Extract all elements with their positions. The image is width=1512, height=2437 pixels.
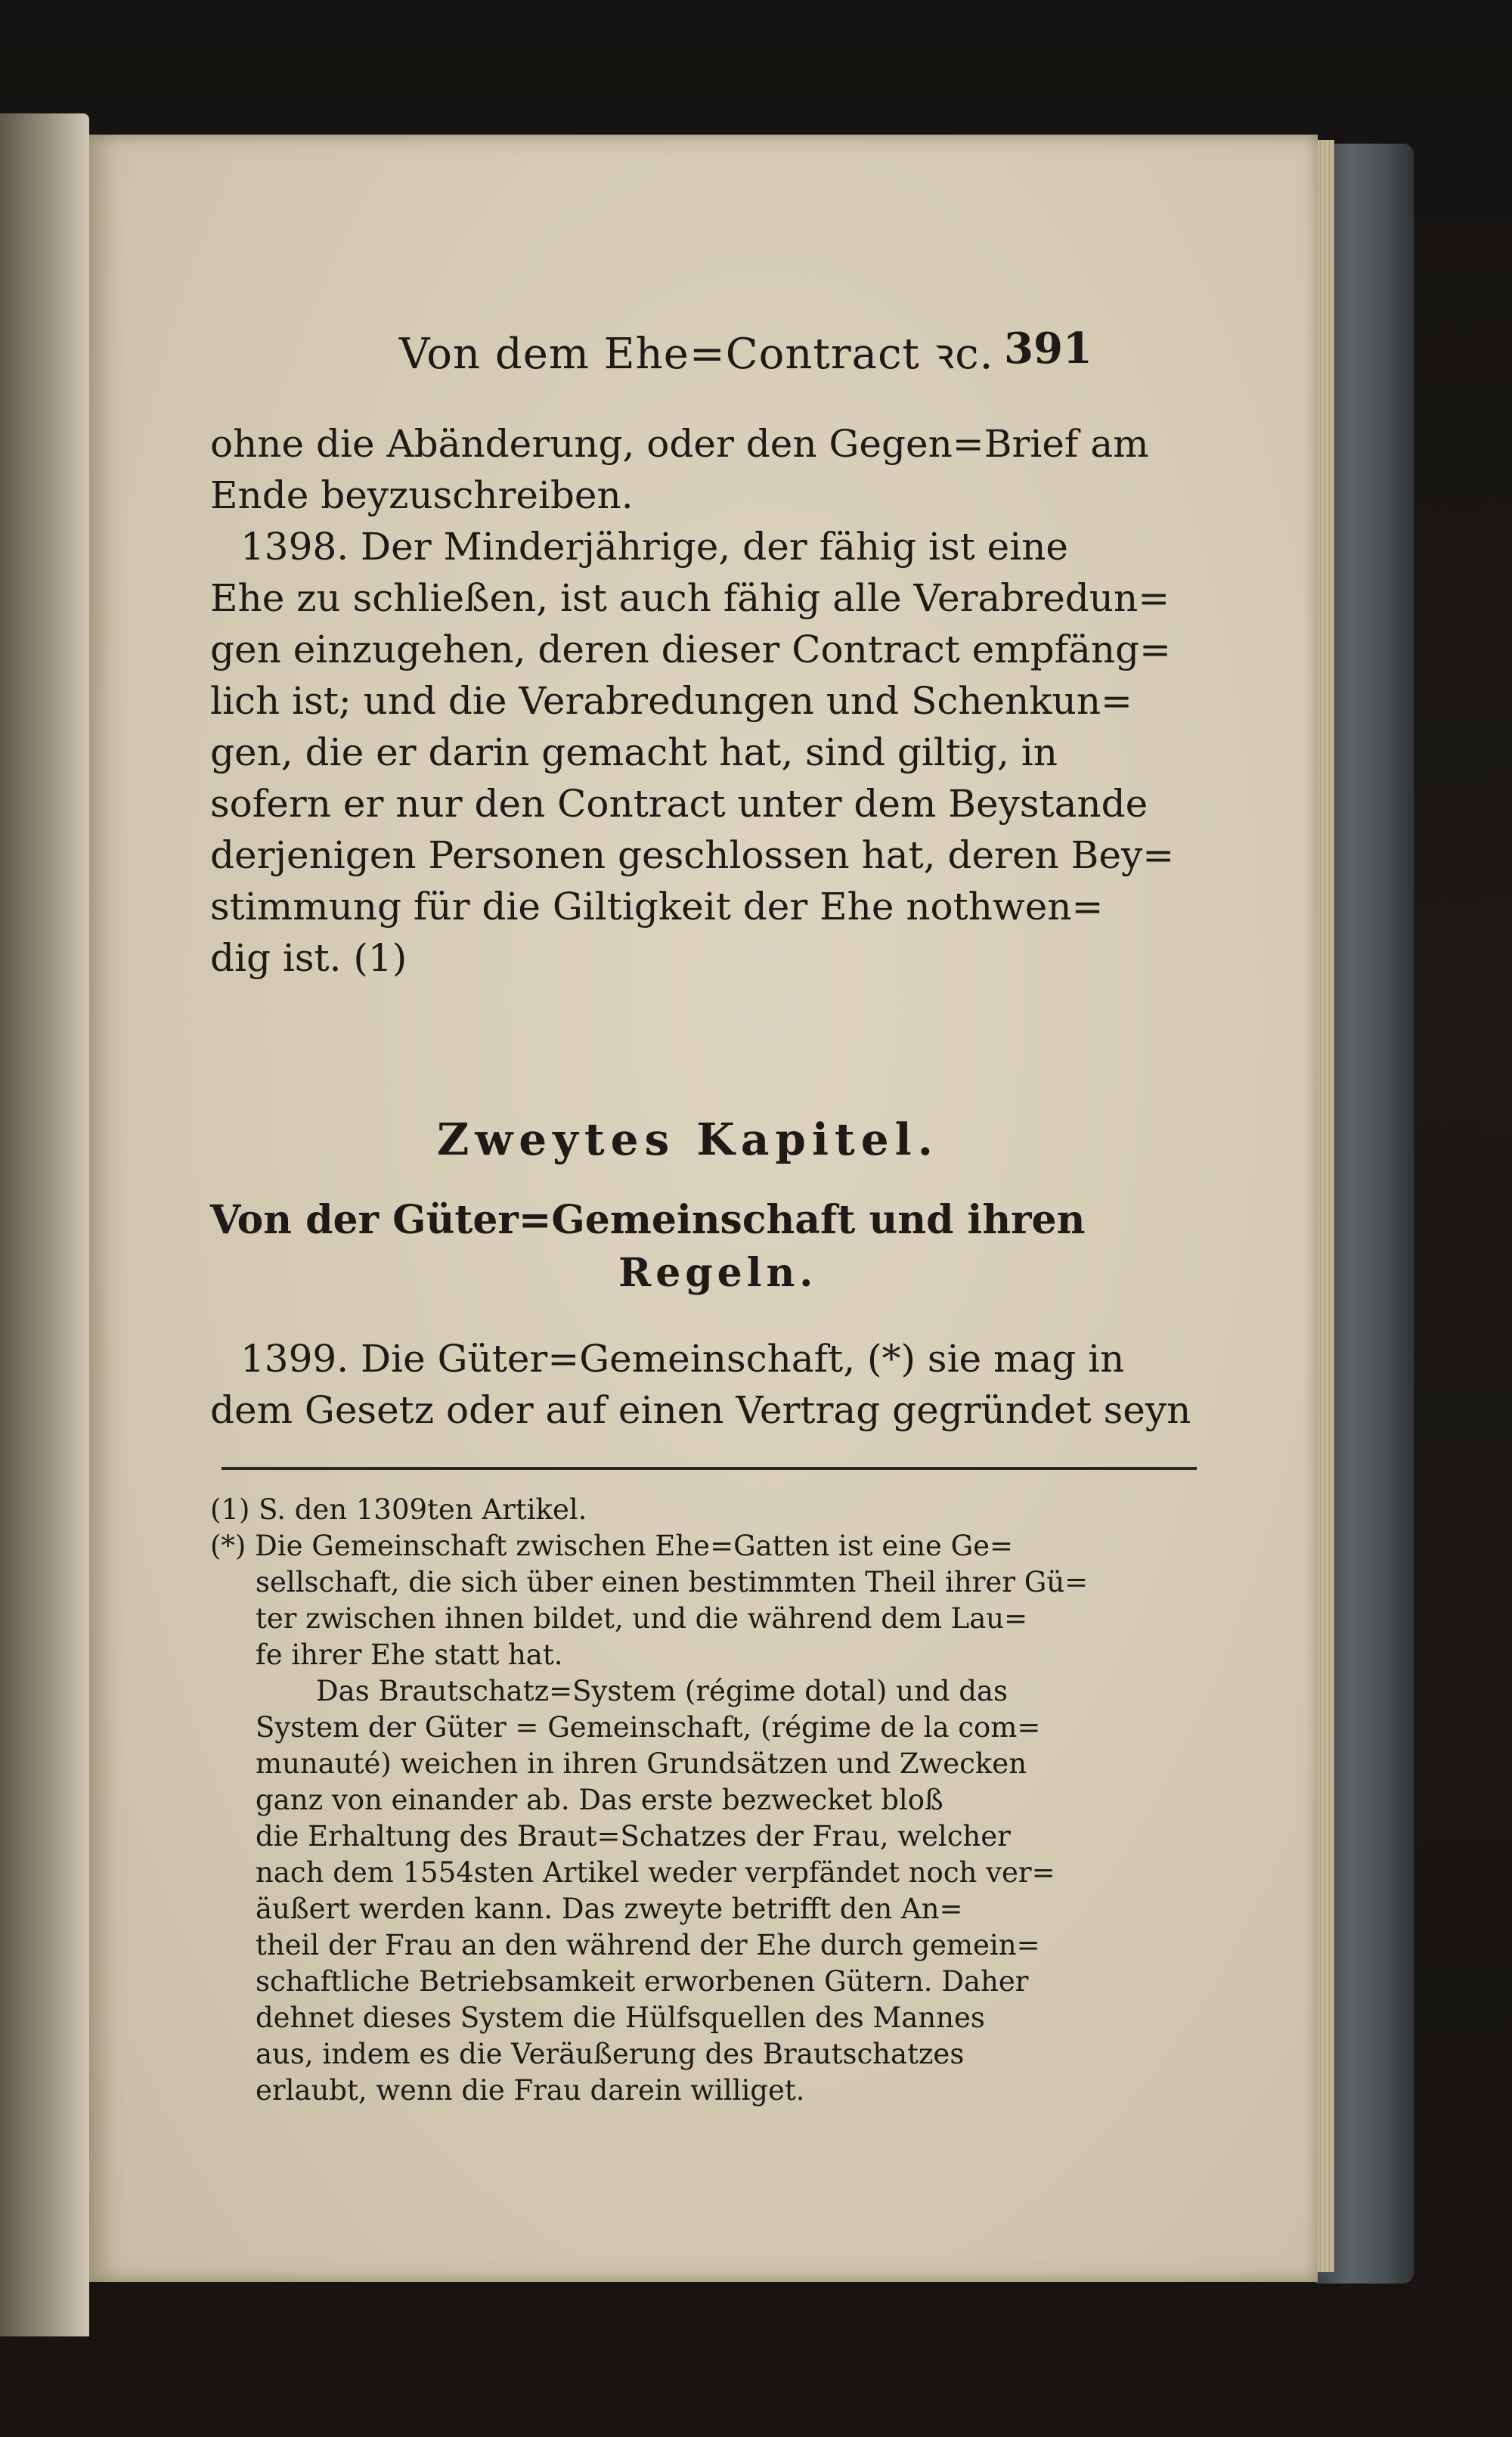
body-line: Ehe zu schließen, ist auch fähig alle Verabredun=	[210, 576, 1170, 620]
footnote-line: die Erhaltung des Braut=Schatzes der Frau, welcher	[256, 1820, 1011, 1853]
body-line: Ende beyzuschreiben.	[210, 473, 634, 517]
body-line: 1399. Die Güter=Gemeinschaft, (*) sie mag in	[240, 1337, 1125, 1381]
book-page	[89, 135, 1318, 2282]
footnote-line: erlaubt, wenn die Frau darein williget.	[256, 2074, 805, 2107]
body-line: dig ist. (1)	[210, 936, 407, 980]
body-line: ohne die Abänderung, oder den Gegen=Brief am	[210, 422, 1149, 466]
footnote-line: nach dem 1554sten Artikel weder verpfändet noch ver=	[256, 1856, 1055, 1889]
footnote-line: munauté) weichen in ihren Grundsätzen und Zwecken	[256, 1747, 1027, 1780]
section-title-continued: Regeln.	[618, 1250, 818, 1296]
body-text	[210, 418, 1223, 984]
body-line: stimmung für die Giltigkeit der Ehe nothwen=	[210, 885, 1104, 929]
running-head: Von dem Ehe=Contract ꝛc.	[399, 330, 994, 379]
body-line: sofern er nur den Contract unter dem Beystande	[210, 782, 1148, 826]
footnotes	[210, 1492, 1223, 2109]
footnote-line: aus, indem es die Veräußerung des Brautschatzes	[256, 2038, 965, 2070]
footnote-line: (*) Die Gemeinschaft zwischen Ehe=Gatten ist eine Ge=	[210, 1530, 1014, 1562]
body-line: 1398. Der Minderjährige, der fähig ist eine	[240, 525, 1068, 569]
footnote-line: ganz von einander ab. Das erste bezwecket bloß	[256, 1784, 943, 1816]
body-line: dem Gesetz oder auf einen Vertrag gegründet seyn	[210, 1388, 1191, 1432]
footnote-line: (1) S. den 1309ten Artikel.	[210, 1493, 587, 1526]
footnote-line: dehnet dieses System die Hülfsquellen des Mannes	[256, 2001, 985, 2034]
footnote-line: theil der Frau an den während der Ehe durch gemein=	[256, 1929, 1040, 1961]
left-page-edge	[0, 113, 89, 2336]
footnote-line: Das Brautschatz=System (régime dotal) und das	[316, 1675, 1008, 1707]
footnote-line: fe ihrer Ehe statt hat.	[256, 1639, 563, 1671]
chapter-title: Zweytes Kapitel.	[437, 1114, 939, 1165]
body-line: derjenigen Personen geschlossen hat, deren Bey=	[210, 833, 1175, 877]
section-title: Von der Güter=Gemeinschaft und ihren	[210, 1197, 1086, 1243]
body-line: gen, die er darin gemacht hat, sind giltig, in	[210, 730, 1058, 774]
footnote-divider	[222, 1467, 1197, 1470]
footnote-line: äußert werden kann. Das zweyte betrifft den An=	[256, 1893, 963, 1925]
footnote-line: schaftliche Betriebsamkeit erworbenen Gütern. Daher	[256, 1965, 1029, 1998]
body-line: gen einzugehen, deren dieser Contract empfäng=	[210, 628, 1171, 671]
body-line: lich ist; und die Verabredungen und Schenkun=	[210, 679, 1132, 723]
paragraph-1399	[210, 1333, 1223, 1436]
page-number: 391	[1004, 324, 1092, 374]
footnote-line: sellschaft, die sich über einen bestimmten Theil ihrer Gü=	[256, 1566, 1089, 1598]
footnote-line: ter zwischen ihnen bildet, und die während dem Lau=	[256, 1602, 1028, 1635]
footnote-line: System der Güter = Gemeinschaft, (régime de la com=	[256, 1711, 1041, 1744]
